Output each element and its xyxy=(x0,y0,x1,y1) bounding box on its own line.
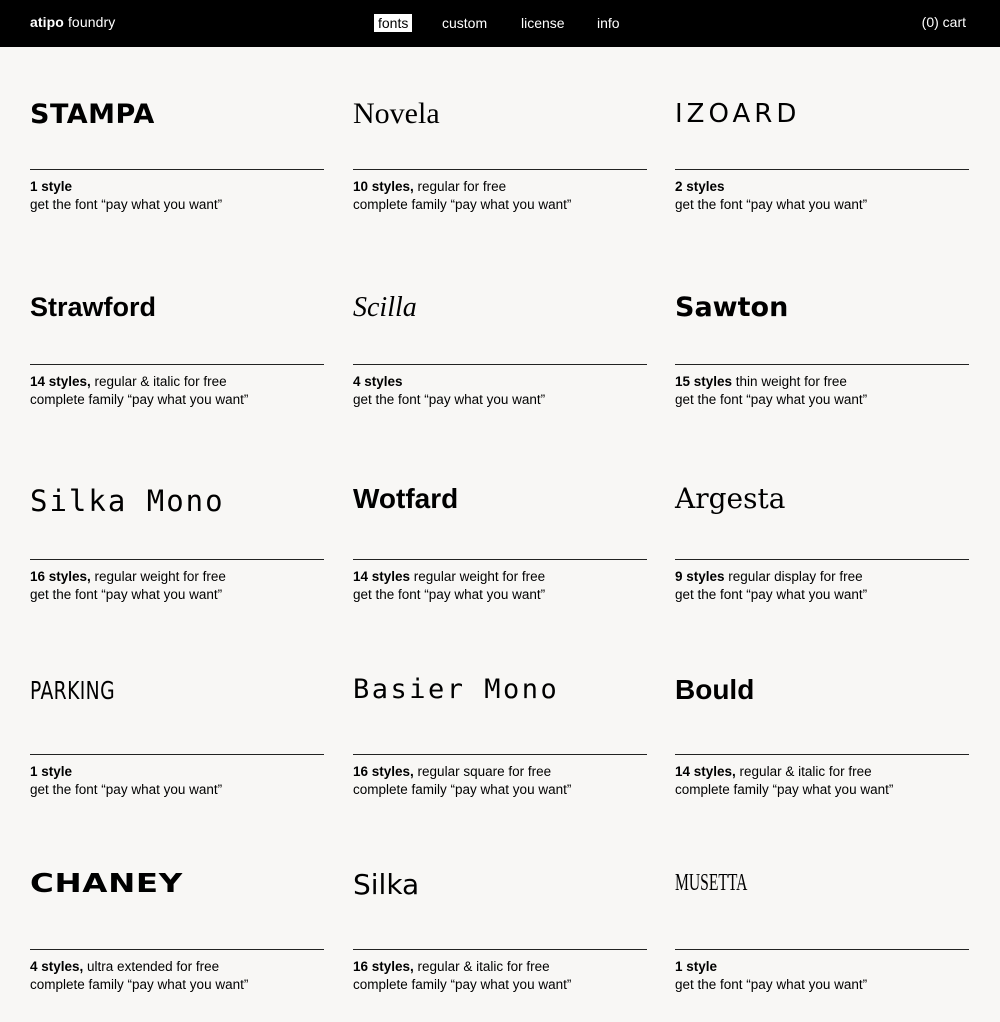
font-description xyxy=(675,373,969,409)
divider xyxy=(675,949,969,950)
style-count: 10 styles, xyxy=(353,179,414,194)
font-name[interactable]: Basier Mono xyxy=(353,674,560,705)
font-description xyxy=(353,178,647,214)
font-card-argesta[interactable] xyxy=(675,437,969,632)
divider xyxy=(30,364,324,365)
pricing-line: complete family “pay what you want” xyxy=(353,977,572,992)
divider xyxy=(675,169,969,170)
pricing-line: get the font “pay what you want” xyxy=(675,977,868,992)
cart-link[interactable]: (0) cart xyxy=(921,14,966,30)
pricing-line: get the font “pay what you want” xyxy=(675,197,868,212)
font-description xyxy=(353,568,647,604)
pricing-line: get the font “pay what you want” xyxy=(675,587,868,602)
style-count: 14 styles, xyxy=(30,374,91,389)
font-name[interactable]: STAMPA xyxy=(30,99,155,130)
font-description xyxy=(675,178,969,214)
font-card-wotfard[interactable] xyxy=(353,437,647,632)
font-name[interactable]: MUSETTA xyxy=(675,870,748,896)
font-description xyxy=(353,373,647,409)
nav-info[interactable]: info xyxy=(597,15,620,31)
style-count: 4 styles, xyxy=(30,959,84,974)
font-description xyxy=(30,763,324,799)
free-offer: regular & italic for free xyxy=(735,764,872,779)
style-count: 15 styles xyxy=(675,374,733,389)
font-name[interactable]: Strawford xyxy=(30,292,157,322)
style-count: 9 styles xyxy=(675,569,725,584)
style-count: 1 style xyxy=(30,179,73,194)
divider xyxy=(30,949,324,950)
pricing-line: get the font “pay what you want” xyxy=(30,587,223,602)
free-offer: regular weight for free xyxy=(410,569,546,584)
font-description xyxy=(353,763,647,799)
font-card-stampa[interactable] xyxy=(30,47,324,242)
pricing-line: complete family “pay what you want” xyxy=(675,782,894,797)
font-card-sawton[interactable] xyxy=(675,242,969,437)
free-offer: thin weight for free xyxy=(732,374,847,389)
style-count: 1 style xyxy=(30,764,73,779)
nav-custom[interactable]: custom xyxy=(442,15,488,31)
font-description xyxy=(30,373,324,409)
brand-name-rest: foundry xyxy=(63,14,116,30)
divider xyxy=(353,169,647,170)
divider xyxy=(30,169,324,170)
font-card-bould[interactable] xyxy=(675,632,969,827)
style-count: 4 styles xyxy=(353,374,403,389)
font-card-scilla[interactable] xyxy=(353,242,647,437)
style-count: 14 styles, xyxy=(675,764,736,779)
style-count: 16 styles, xyxy=(353,764,414,779)
divider xyxy=(30,559,324,560)
pricing-line: complete family “pay what you want” xyxy=(30,977,249,992)
font-card-novela[interactable] xyxy=(353,47,647,242)
font-description xyxy=(30,178,324,214)
divider xyxy=(30,754,324,755)
font-description xyxy=(30,958,324,994)
style-count: 14 styles xyxy=(353,569,411,584)
font-card-chaney[interactable] xyxy=(30,827,324,1022)
free-offer: regular weight for free xyxy=(90,569,226,584)
free-offer: ultra extended for free xyxy=(83,959,220,974)
font-name[interactable]: Sawton xyxy=(675,292,789,323)
pricing-line: complete family “pay what you want” xyxy=(353,197,572,212)
font-name[interactable]: Bould xyxy=(675,674,755,705)
nav-fonts[interactable]: fonts xyxy=(374,14,412,32)
font-card-strawford[interactable] xyxy=(30,242,324,437)
free-offer: regular & italic for free xyxy=(413,959,550,974)
free-offer: regular square for free xyxy=(413,764,552,779)
font-name[interactable]: Silka xyxy=(353,868,420,901)
font-description xyxy=(353,958,647,994)
divider xyxy=(353,364,647,365)
free-offer: regular display for free xyxy=(724,569,863,584)
style-count: 16 styles, xyxy=(353,959,414,974)
font-name[interactable]: Wotfard xyxy=(353,483,459,514)
font-name[interactable]: Scilla xyxy=(353,292,417,323)
font-description xyxy=(675,958,969,994)
divider xyxy=(353,754,647,755)
font-card-parking[interactable] xyxy=(30,632,324,827)
divider xyxy=(353,949,647,950)
divider xyxy=(675,754,969,755)
pricing-line: complete family “pay what you want” xyxy=(353,782,572,797)
pricing-line: complete family “pay what you want” xyxy=(30,392,249,407)
font-description xyxy=(30,568,324,604)
font-name[interactable]: IZOARD xyxy=(675,99,801,129)
font-card-silka[interactable] xyxy=(353,827,647,1022)
nav-license[interactable]: license xyxy=(521,15,565,31)
style-count: 1 style xyxy=(675,959,718,974)
pricing-line: get the font “pay what you want” xyxy=(30,782,223,797)
pricing-line: get the font “pay what you want” xyxy=(675,392,868,407)
free-offer: regular & italic for free xyxy=(90,374,227,389)
font-card-basier-mono[interactable] xyxy=(353,632,647,827)
font-card-musetta[interactable] xyxy=(675,827,969,1022)
pricing-line: get the font “pay what you want” xyxy=(353,392,546,407)
style-count: 2 styles xyxy=(675,179,725,194)
font-name[interactable]: PARKING xyxy=(30,676,115,705)
pricing-line: get the font “pay what you want” xyxy=(30,197,223,212)
font-name[interactable]: CHANEY xyxy=(30,869,183,899)
style-count: 16 styles, xyxy=(30,569,91,584)
brand-name-bold: atipo xyxy=(30,14,64,30)
font-name[interactable]: Argesta xyxy=(675,482,786,515)
brand-logo[interactable] xyxy=(30,14,115,30)
font-name[interactable]: Novela xyxy=(353,97,440,130)
free-offer: regular for free xyxy=(413,179,507,194)
font-card-izoard[interactable] xyxy=(675,47,969,242)
font-card-silka-mono[interactable] xyxy=(30,437,324,632)
font-description xyxy=(675,568,969,604)
divider xyxy=(675,364,969,365)
pricing-line: get the font “pay what you want” xyxy=(353,587,546,602)
divider xyxy=(353,559,647,560)
font-name[interactable]: Silka Mono xyxy=(30,484,225,518)
divider xyxy=(675,559,969,560)
font-description xyxy=(675,763,969,799)
top-navigation-bar xyxy=(0,0,1000,47)
